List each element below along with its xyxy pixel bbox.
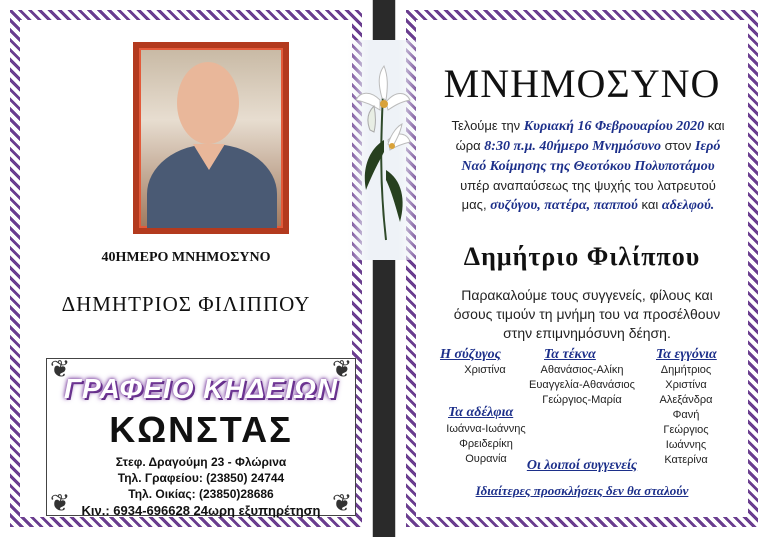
siblings-heading: Τα αδέλφια: [448, 405, 514, 420]
ornament-icon: ❦: [331, 357, 353, 383]
right-card-content: [416, 20, 748, 517]
memorial-title: ΜΝΗΜΟΣΥΝΟ: [443, 61, 721, 106]
ad-office-phone: Τηλ. Γραφείου: (23850) 24744: [117, 471, 285, 485]
portrait-photo: [133, 42, 289, 234]
right-card: [396, 0, 768, 537]
siblings-names: Ιωάννα-Ιωάννης Φρειδερίκη Ουρανία: [446, 423, 526, 465]
ornament-icon: ❦: [49, 357, 71, 383]
left-card: [0, 0, 372, 537]
grandchildren-heading: Τα εγγόνια: [656, 347, 717, 362]
lily-flower-image: [348, 40, 420, 260]
funeral-home-ad: [46, 358, 356, 516]
spouse-names: Χριστίνα: [464, 364, 506, 376]
ad-title: ΓΡΑΦΕΙΟ ΚΗΔΕΙΩΝ: [63, 373, 339, 404]
deceased-name: ΔΗΜΗΤΡΙΟΣ ΦΙΛΙΠΠΟΥ: [61, 292, 311, 316]
footer-note: Ιδιαίτερες προσκλήσεις δεν θα σταλούν: [475, 483, 689, 498]
left-card-content: [20, 20, 352, 517]
spouse-heading: Η σύζυγος: [440, 347, 501, 362]
ad-home-phone: Τηλ. Οικίας: (23850)28686: [128, 487, 274, 501]
grandchildren-names: Δημήτριος Χριστίνα Αλεξάνδρα Φανή Γεώργιος Ιωάννης Κατερίνα: [659, 364, 713, 466]
ad-mobile: Κιν.: 6934-696628 24ωρη εξυπηρέτηση: [81, 503, 321, 518]
ad-address: Στεφ. Δραγούμη 23 - Φλώρινα: [115, 455, 287, 469]
invitation-text: Παρακαλούμε τους συγγενείς, φίλους και όσους τιμούν τη μνήμη του να προσέλθουν στην επιμνημόσυνη δέηση.: [453, 287, 721, 341]
announcement-text: Τελούμε την Κυριακή 16 Φεβρουαρίου 2020 και ώρα 8:30 π.μ. 40ήμερο Μνημόσυνο στον Ιερό Ναό Κοίμησης της Θεοτόκου Πολυποτάμου υπέρ αναπαύσεως της ψυχής του λατρευτού μας, συζύγου, πατέρα, παππού και αδελφού.: [451, 118, 725, 213]
children-heading: Τα τέκνα: [544, 347, 596, 362]
ornament-icon: ❦: [49, 491, 71, 517]
ad-company-name: ΚΩΝΣΤΑΣ: [109, 409, 293, 450]
other-relatives: Οι λοιποί συγγενείς: [526, 458, 638, 473]
children-names: Αθανάσιος-Αλίκη Ευαγγελία-Αθανάσιος Γεώργιος-Μαρία: [529, 364, 635, 406]
memorial-subtitle: 40ΗΜΕΡΟ ΜΝΗΜΟΣΥΝΟ: [101, 250, 271, 265]
ornament-icon: ❦: [331, 491, 353, 517]
deceased-name-right: Δημήτριο Φιλίππου: [463, 242, 701, 271]
